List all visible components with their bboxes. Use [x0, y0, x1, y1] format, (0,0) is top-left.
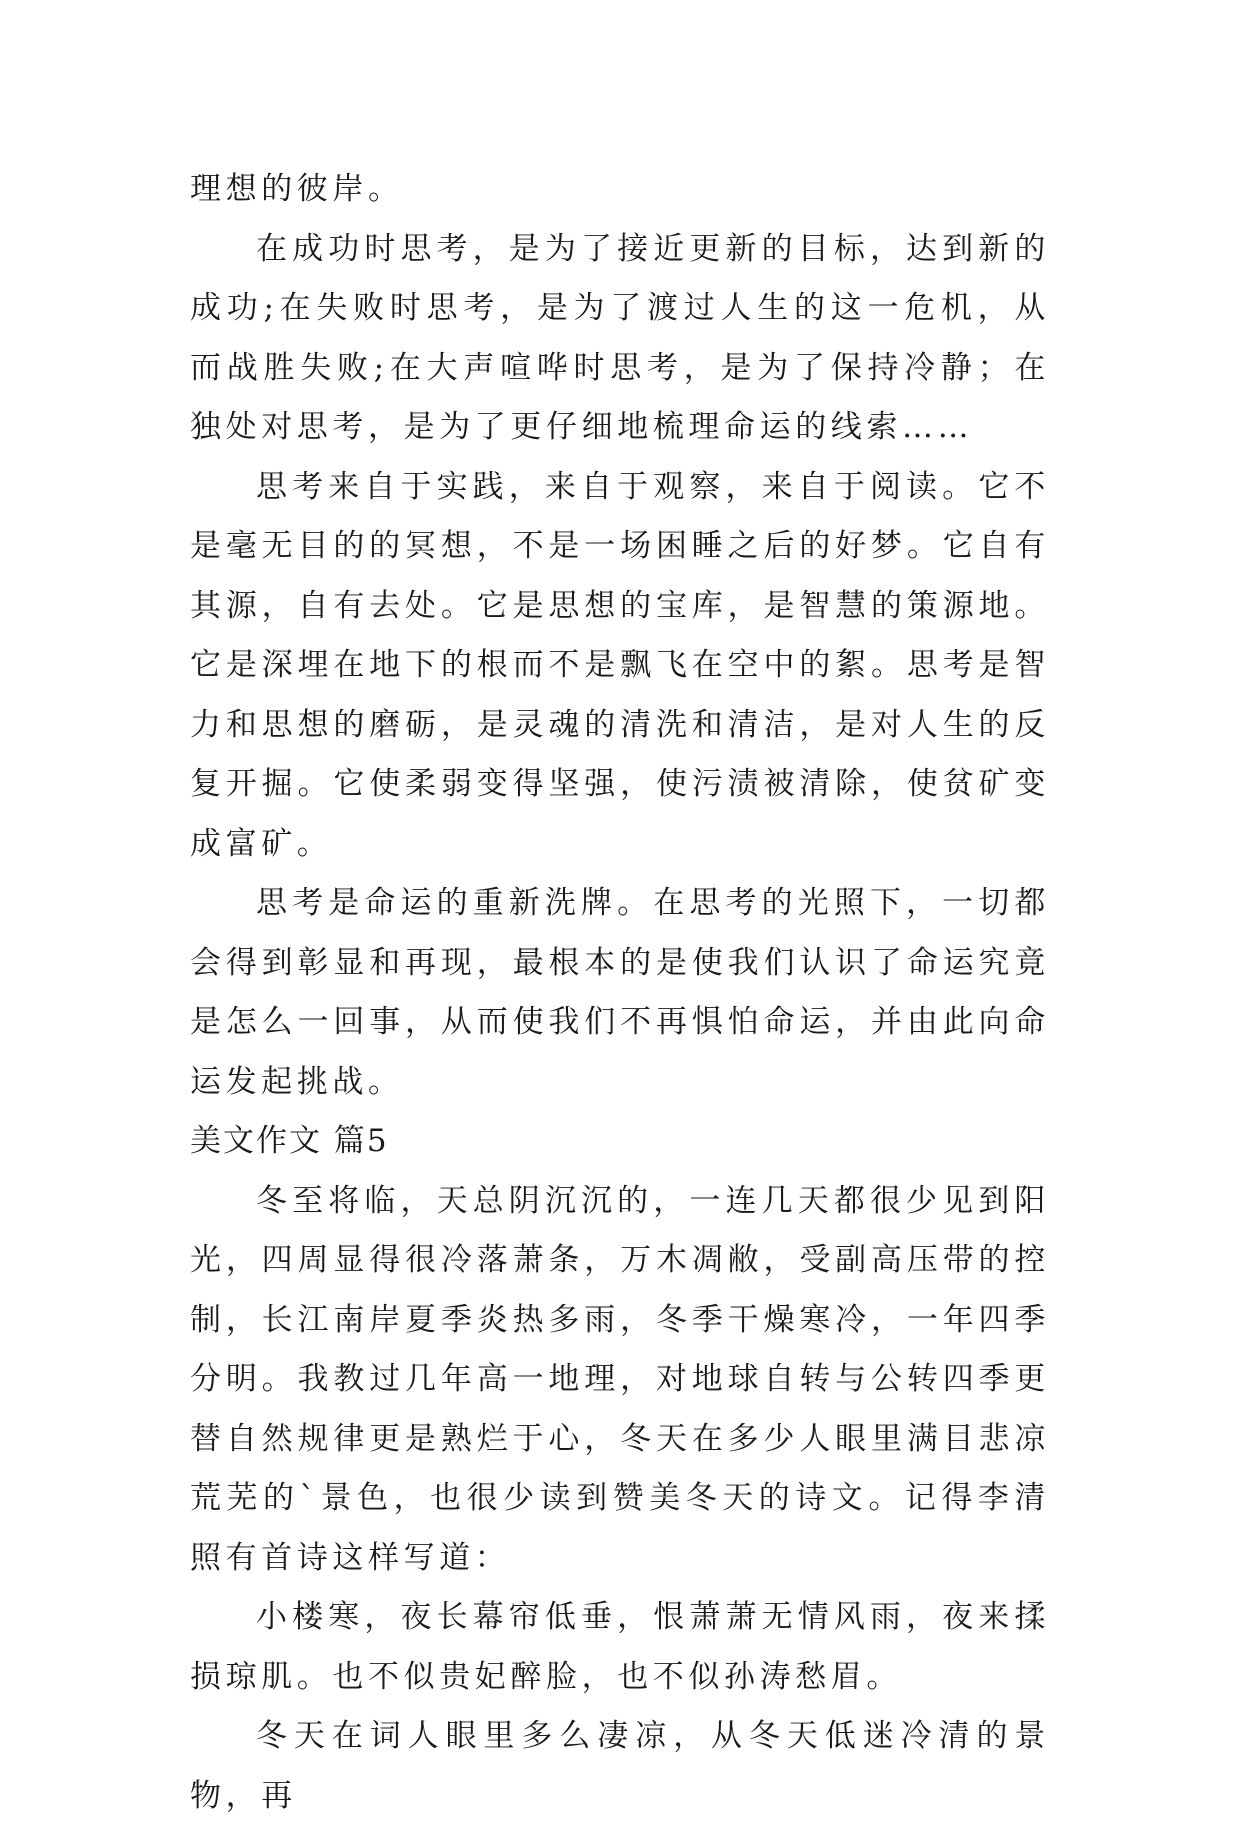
paragraph-5: 冬至将临，天总阴沉沉的，一连几天都很少见到阳光，四周显得很冷落萧条，万木凋敝，受副高压带的控制，长江南岸夏季炎热多雨，冬季干燥寒冷，一年四季分明。我教过几年高一地理，对地球自转与公转四季更替自然规律更是熟烂于心，冬天在多少人眼里满目悲凉荒芜的`景色，也很少读到赞美冬天的诗文。记得李清照有首诗这样写道：	[190, 1182, 1050, 1576]
section-heading: 美文作文 篇5	[190, 1123, 389, 1159]
paragraph-6: 小楼寒，夜长幕帘低垂，恨萧萧无情风雨，夜来揉损琼肌。也不似贵妃醉脸，也不似孙涛愁眉。	[190, 1599, 1050, 1695]
paragraph-7: 冬天在词人眼里多么凄凉，从冬天低迷冷清的景物，再	[190, 1718, 1050, 1814]
paragraph-3: 思考来自于实践，来自于观察，来自于阅读。它不是毫无目的的冥想，不是一场困睡之后的好梦。它自有其源，自有去处。它是思想的宝库，是智慧的策源地。它是深埋在地下的根而不是飘飞在空中的絮。思考是智力和思想的磨砺，是灵魂的清洗和清洁，是对人生的反复开掘。它使柔弱变得坚强，使污渍被清除，使贫矿变成富矿。	[190, 468, 1050, 862]
paragraph-4: 思考是命运的重新洗牌。在思考的光照下，一切都会得到彰显和再现，最根本的是使我们认识了命运究竟是怎么一回事，从而使我们不再惧怕命运，并由此向命运发起挑战。	[190, 885, 1050, 1100]
paragraph-2: 在成功时思考，是为了接近更新的目标，达到新的成功;在失败时思考，是为了渡过人生的这一危机，从而战胜失败;在大声喧哗时思考，是为了保持冷静；在独处对思考，是为了更仔细地梳理命运的线索……	[190, 230, 1050, 445]
paragraph-1: 理想的彼岸。	[190, 171, 404, 207]
document-body	[190, 160, 1050, 1826]
